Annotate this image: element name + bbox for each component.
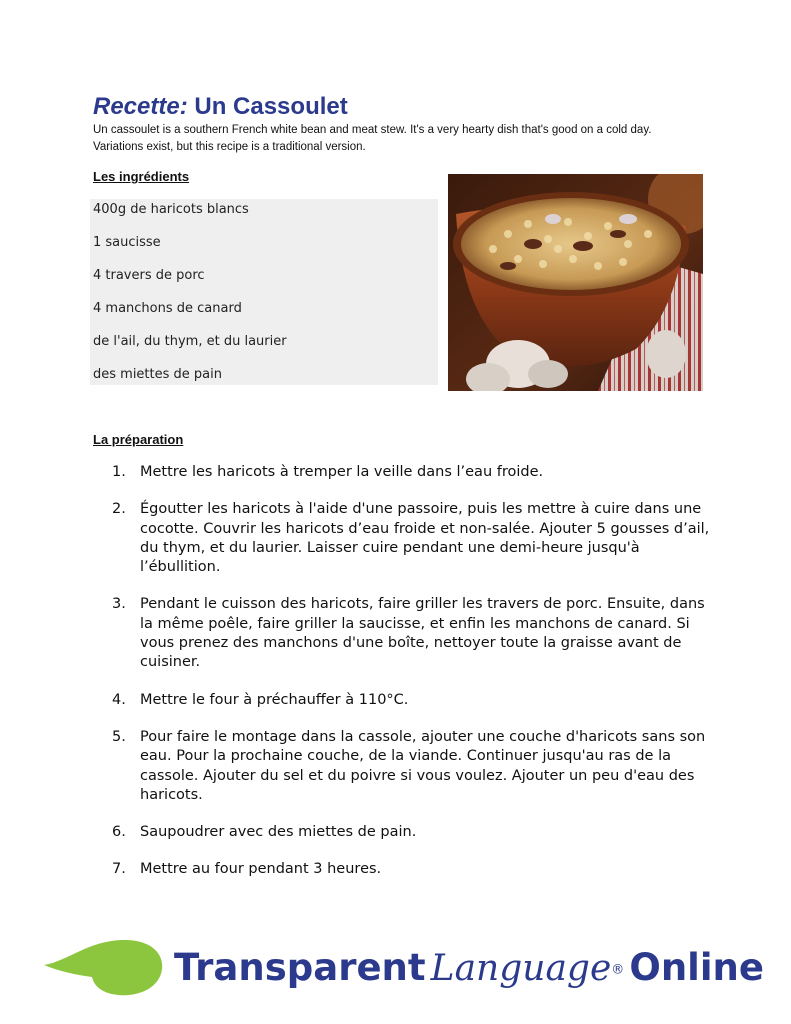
- title-rest: Un Cassoulet: [187, 93, 348, 120]
- cassoulet-photo: [448, 174, 703, 391]
- preparation-steps: [112, 463, 712, 880]
- logo-word-language: Language: [430, 948, 612, 989]
- step-text: Mettre le four à préchauffer à 110°C.: [140, 691, 409, 708]
- step-text: Égoutter les haricots à l'aide d'une passoire, puis les mettre à cuire dans une cocotte. Couvrir les haricots d’eau froide et non-salée. Ajouter 5 gousses d’ail, du thym, et du laurier. Laisser cuire pendant une demi-heure jusqu'à l’ébullition.: [140, 501, 710, 576]
- intro-text: Un cassoulet is a southern French white bean and meat stew. It's a very hearty dish that's good on a cold day. Variations exist, but this recipe is a traditional version.: [93, 124, 652, 153]
- ingredients-heading: Les ingrédients: [93, 169, 190, 184]
- step-text: Mettre les haricots à tremper la veille dans l’eau froide.: [140, 464, 544, 480]
- step-text: Mettre au four pendant 3 heures.: [140, 861, 382, 878]
- registered-mark: ®: [611, 962, 625, 978]
- logo-wordmark: [174, 946, 764, 989]
- ingredient-item: 4 manchons de canard: [93, 301, 242, 316]
- speech-bubble-icon: [44, 940, 162, 995]
- step-text: Pendant le cuisson des haricots, faire griller les travers de porc. Ensuite, dans la même poêle, faire griller la saucisse, et enfin les manchons de canard. Si vous prenez des manchons d'une boîte, nettoyer toute la graisse avant de cuisiner.: [140, 596, 705, 671]
- logo-word-transparent: Transparent: [174, 946, 426, 989]
- step-item: [112, 463, 712, 482]
- step-item: [112, 691, 712, 710]
- step-number: 3.: [112, 596, 126, 613]
- ingredient-item: 4 travers de porc: [93, 268, 205, 283]
- ingredient-item: de l'ail, du thym, et du laurier: [93, 334, 287, 349]
- step-item: [112, 728, 712, 805]
- step-text: Pour faire le montage dans la cassole, ajouter une couche d'haricots sans son eau. Pour la prochaine couche, de la viande. Continuer jusqu'au ras de la cassole. Ajouter du sel et du poivre si vous voulez. Ajouter un peu d'eau des haricots.: [140, 728, 706, 803]
- step-number: 2.: [112, 501, 126, 518]
- ingredient-item: des miettes de pain: [93, 367, 222, 382]
- title-lead: Recette:: [93, 93, 188, 120]
- page-title: [93, 93, 348, 121]
- ingredient-item: 400g de haricots blancs: [93, 202, 249, 217]
- logo-word-online: Online: [629, 946, 764, 989]
- step-number: 4.: [112, 691, 126, 708]
- step-item: [112, 500, 712, 577]
- step-text: Saupoudrer avec des miettes de pain.: [140, 824, 417, 841]
- step-number: 6.: [112, 824, 126, 841]
- preparation-heading: La préparation: [93, 432, 184, 447]
- step-number: 7.: [112, 861, 126, 878]
- step-item: [112, 595, 712, 672]
- ingredients-list: [90, 199, 438, 385]
- step-number: 5.: [112, 728, 126, 745]
- step-item: [112, 823, 712, 842]
- step-item: [112, 860, 712, 879]
- step-number: 1.: [112, 464, 126, 480]
- ingredient-item: 1 saucisse: [93, 235, 161, 250]
